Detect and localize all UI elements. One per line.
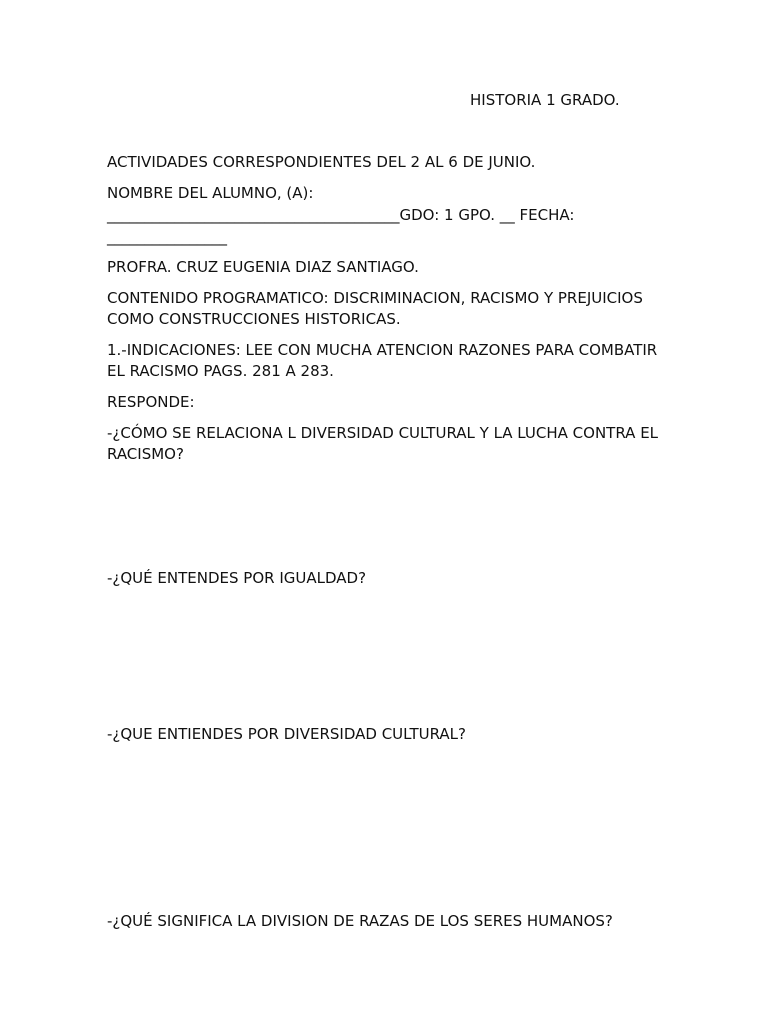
student-name-label: NOMBRE DEL ALUMNO, (A): [107,184,314,202]
teacher-name: PROFRA. CRUZ EUGENIA DIAZ SANTIAGO. [107,258,419,276]
instructions-line-2: EL RACISMO PAGS. 281 A 283. [107,362,334,380]
question-2: -¿QUÉ ENTENDES POR IGUALDAD? [107,569,367,587]
question-4: -¿QUÉ SIGNIFICA LA DIVISION DE RAZAS DE LOS SERES HUMANOS? [107,912,613,930]
question-1-line-2: RACISMO? [107,445,184,463]
content-line-1: CONTENIDO PROGRAMATICO: DISCRIMINACION, RACISMO Y PREJUICIOS [107,289,643,307]
respond-label: RESPONDE: [107,393,195,411]
content-line-2: COMO CONSTRUCCIONES HISTORICAS. [107,310,401,328]
document-title: HISTORIA 1 GRADO. [470,91,620,109]
activities-heading: ACTIVIDADES CORRESPONDIENTES DEL 2 AL 6 DE JUNIO. [107,153,536,171]
student-info-line: _______________________________________GDO: 1 GPO. __ FECHA: [107,206,575,224]
question-3: -¿QUE ENTIENDES POR DIVERSIDAD CULTURAL? [107,725,466,743]
date-line: ________________ [107,228,227,246]
question-1-line-1: -¿CÓMO SE RELACIONA L DIVERSIDAD CULTURAL Y LA LUCHA CONTRA EL [107,424,659,442]
instructions-line-1: 1.-INDICACIONES: LEE CON MUCHA ATENCION RAZONES PARA COMBATIR [107,341,658,359]
